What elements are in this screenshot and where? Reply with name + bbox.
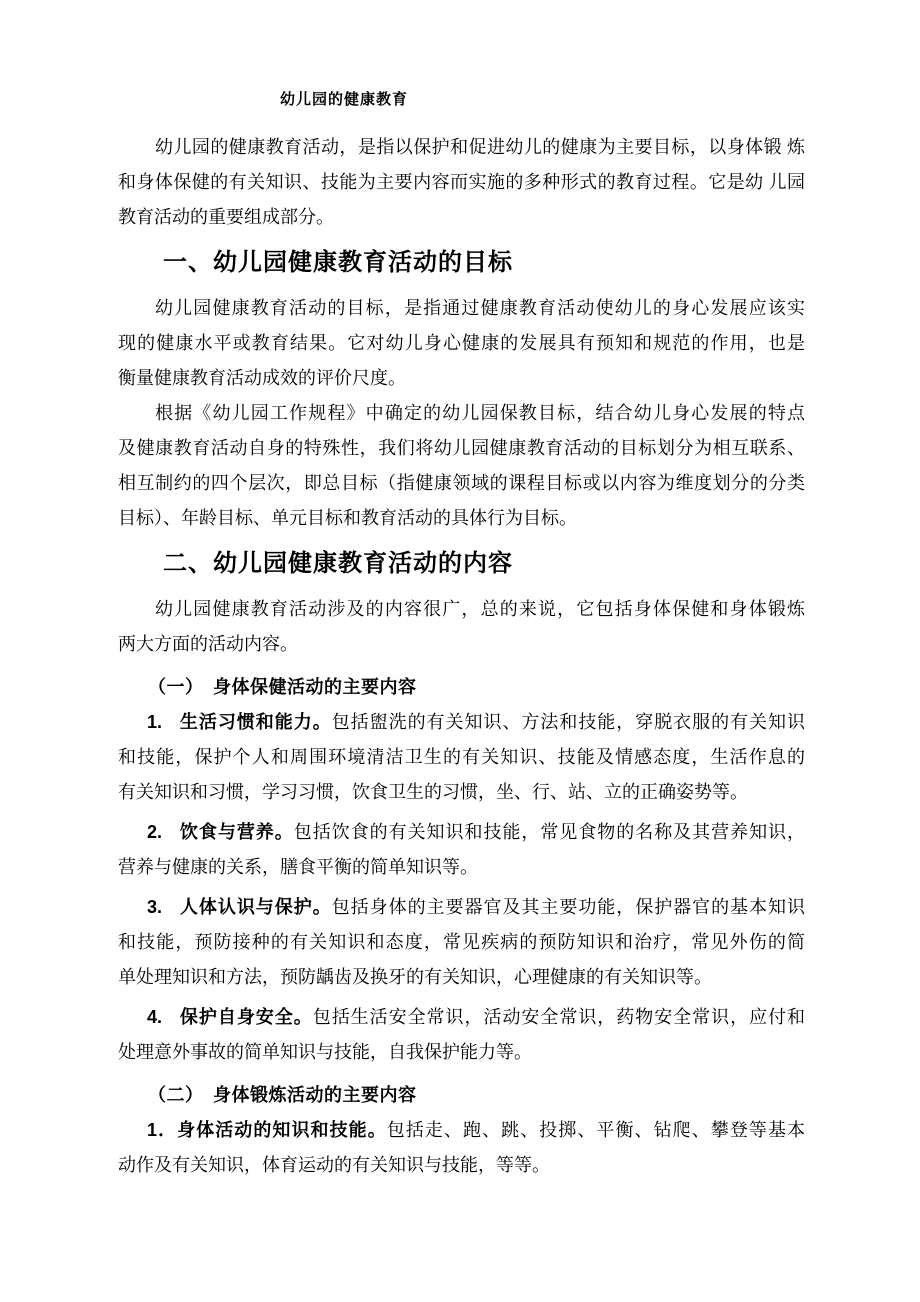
text-segment: 包括身体的主要器官及其主要功能，保护器官的基本知识 <box>331 897 806 917</box>
text-line <box>118 850 805 885</box>
text-segment: 幼儿园健康教育活动涉及的内容很广，总的来说，它包括身体保健和身体锻炼 <box>155 599 805 619</box>
text-segment: 处理意外事故的简单知识与技能，自我保护能力等。 <box>118 1042 532 1062</box>
text-line <box>118 1000 805 1035</box>
document-title: 幼儿园的健康教育 <box>280 91 409 108</box>
text-line <box>118 1113 805 1148</box>
list-item <box>118 1113 805 1183</box>
text-line <box>118 200 805 235</box>
text-line <box>118 890 805 925</box>
text-line <box>118 431 805 466</box>
text-line <box>118 165 805 200</box>
text-segment: 包括走、跑、跳、投掷、平衡、钻爬、攀登等基本 <box>386 1120 806 1140</box>
text-line <box>118 740 805 775</box>
text-line <box>118 1035 805 1070</box>
subsection-heading: （二） 身体锻炼活动的主要内容 <box>148 1085 417 1105</box>
text-segment: 幼儿园的健康教育活动，是指以保护和促进幼儿的健康为主要目标，以身体锻 炼 <box>155 137 805 157</box>
subsection-heading: （一） 身体保健活动的主要内容 <box>148 677 417 697</box>
bold-lead: 3. 人体认识与保护。 <box>147 897 332 917</box>
text-segment: 现的健康水平或教育结果。它对幼儿身心健康的发展具有预知和规范的作用，也是 <box>118 333 805 353</box>
paragraph <box>118 396 805 536</box>
text-segment: 衡量健康教育活动成效的评价尺度。 <box>118 368 406 388</box>
text-line <box>118 627 805 662</box>
section-heading: 一、幼儿园健康教育活动的目标 <box>163 250 513 276</box>
text-segment: 动作及有关知识，体育运动的有关知识与技能，等等。 <box>118 1155 550 1175</box>
text-line <box>118 1148 805 1183</box>
text-segment: 单处理知识和方法，预防龋齿及换牙的有关知识，心理健康的有关知识等。 <box>118 967 712 987</box>
text-line <box>118 925 805 960</box>
text-line <box>118 592 805 627</box>
bold-lead: 1．身体活动的知识和技能。 <box>147 1120 387 1140</box>
paragraph <box>118 592 805 662</box>
text-segment: 和技能，保护个人和周围环境清洁卫生的有关知识、技能及情感态度，生活作息的 <box>118 747 805 767</box>
text-segment: 和技能，预防接种的有关知识和态度，常见疾病的预防知识和治疗，常见外伤的简 <box>118 932 805 952</box>
paragraph <box>118 130 805 235</box>
list-item <box>118 890 805 995</box>
list-item <box>118 705 805 810</box>
text-segment: 包括生活安全常识，活动安全常识，药物安全常识，应付和 <box>312 1007 806 1027</box>
text-segment: 相互制约的四个层次，即总目标（指健康领域的课程目标或以内容为维度划分的分类 <box>118 473 805 493</box>
bold-lead: 2. 饮食与营养。 <box>147 822 294 842</box>
text-segment: 根据《幼儿园工作规程》中确定的幼儿园保教目标，结合幼儿身心发展的特点 <box>155 403 805 423</box>
text-segment: 及健康教育活动自身的特殊性，我们将幼儿园健康教育活动的目标划分为相互联系、 <box>118 438 805 458</box>
text-line <box>118 326 805 361</box>
paragraph <box>118 291 805 396</box>
bold-lead: 1. 生活习惯和能力。 <box>147 712 332 732</box>
text-segment: 包括盥洗的有关知识、方法和技能，穿脱衣服的有关知识 <box>331 712 806 732</box>
text-line <box>118 130 805 165</box>
text-line <box>118 705 805 740</box>
text-segment: 目标）、年龄目标、单元目标和教育活动的具体行为目标。 <box>118 508 577 528</box>
text-segment: 教育活动的重要组成部分。 <box>118 207 334 227</box>
text-line <box>118 501 805 536</box>
text-segment: 幼儿园健康教育活动的目标，是指通过健康教育活动使幼儿的身心发展应该实 <box>155 298 805 318</box>
text-line <box>118 396 805 431</box>
bold-lead: 4. 保护自身安全。 <box>147 1007 313 1027</box>
list-item <box>118 815 805 885</box>
text-line <box>118 361 805 396</box>
text-line <box>118 960 805 995</box>
text-segment: 有关知识和习惯，学习习惯，饮食卫生的习惯，坐、行、站、立的正确姿势等。 <box>118 782 748 802</box>
text-line <box>118 291 805 326</box>
text-segment: 两大方面的活动内容。 <box>118 634 298 654</box>
section-heading: 二、幼儿园健康教育活动的内容 <box>163 551 513 577</box>
text-line <box>118 466 805 501</box>
text-line <box>118 775 805 810</box>
document-body <box>118 130 805 1183</box>
text-segment: 营养与健康的关系，膳食平衡的简单知识等。 <box>118 857 478 877</box>
list-item <box>118 1000 805 1070</box>
text-segment: 包括饮食的有关知识和技能，常见食物的名称及其营养知识， <box>293 822 806 842</box>
text-line <box>118 815 805 850</box>
text-segment: 和身体保健的有关知识、技能为主要内容而实施的多种形式的教育过程。它是幼 儿园 <box>118 172 805 192</box>
